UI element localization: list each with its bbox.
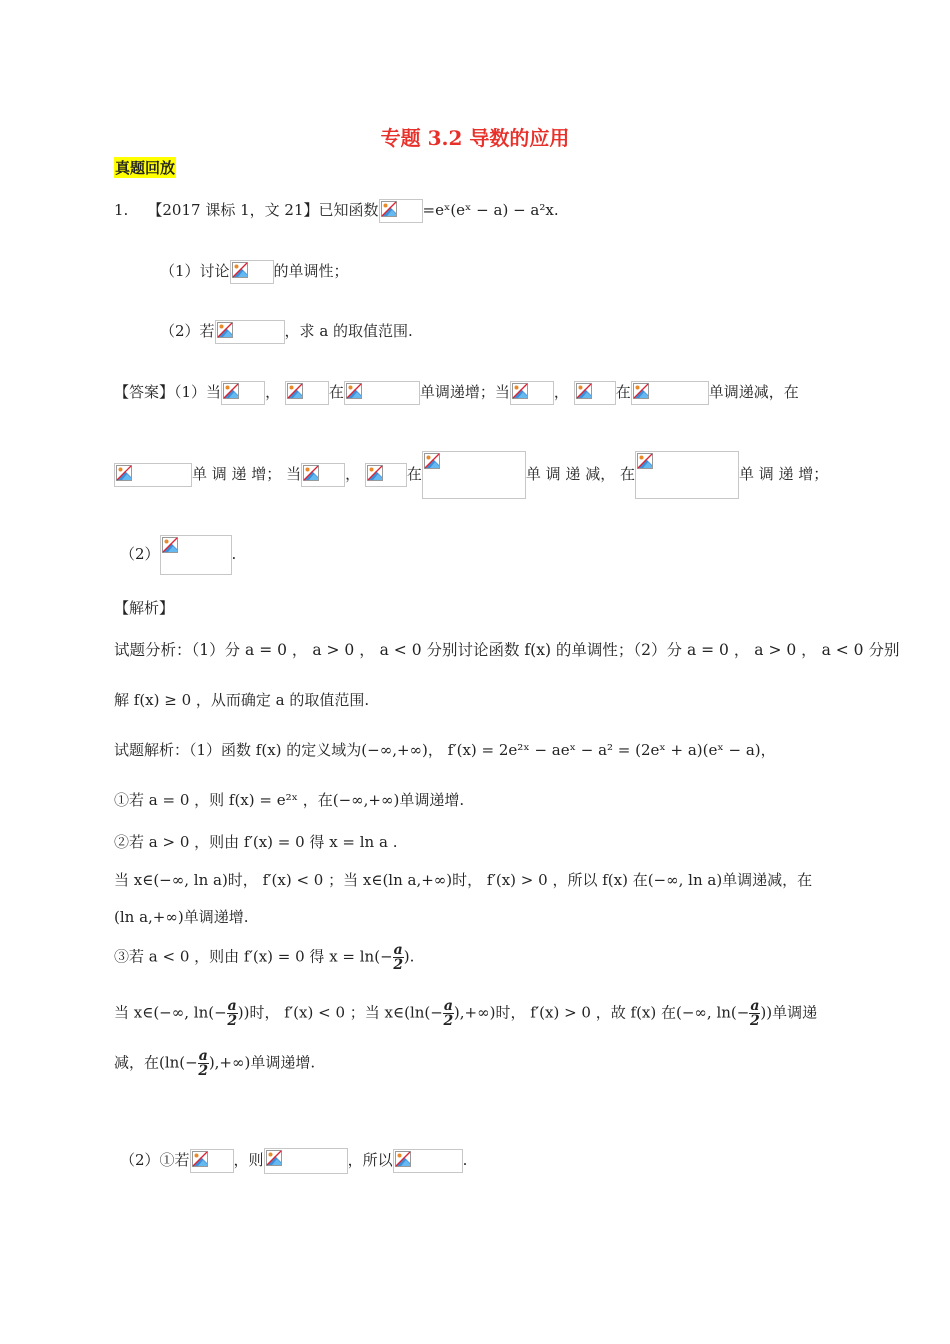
answer-row-1	[114, 380, 799, 405]
solution-text: ),+∞)时， f′(x) > 0 ，故 f(x) 在(−∞, ln(−	[453, 1003, 750, 1022]
broken-image-icon	[367, 465, 383, 481]
answer-text: （1）当	[174, 383, 222, 401]
formula-image-placeholder	[190, 1149, 234, 1173]
fraction-denominator: 2	[198, 1063, 209, 1079]
formula-image-placeholder	[635, 451, 739, 499]
answer-text: 在	[406, 465, 422, 483]
fraction-denominator: 2	[393, 957, 404, 973]
broken-image-icon	[303, 465, 319, 481]
broken-image-icon	[381, 201, 397, 217]
formula-image-placeholder	[285, 381, 329, 405]
fraction-numerator: a	[393, 942, 403, 958]
fraction	[749, 999, 760, 1028]
answer-text: 单 调 递 增； 当	[192, 465, 302, 483]
answer-label: 【答案】	[114, 383, 175, 401]
problem-source: 【2017 课标 1，文 21】	[147, 201, 319, 219]
formula-image-placeholder	[422, 451, 526, 499]
problem-formula: =eˣ(eˣ − a) − a²x.	[422, 201, 559, 219]
formula-image-placeholder	[344, 381, 420, 405]
fraction	[393, 943, 404, 972]
answer-row-3	[120, 535, 236, 575]
solution-text: （2）①若	[120, 1151, 190, 1169]
broken-image-icon	[576, 383, 592, 399]
broken-image-icon	[633, 383, 649, 399]
problem-statement	[114, 198, 559, 223]
solution-paragraph: (ln a,+∞)单调递增.	[114, 908, 249, 926]
formula-image-placeholder	[160, 535, 232, 575]
answer-text: 单 调 递 减， 在	[525, 465, 635, 483]
formula-image-placeholder	[114, 463, 192, 487]
formula-image-placeholder	[574, 381, 616, 405]
formula-image-placeholder	[379, 199, 423, 223]
part-2	[160, 319, 413, 344]
broken-image-icon	[116, 465, 132, 481]
part2-text: ，求 a 的取值范围.	[284, 322, 413, 340]
solution-text: .	[462, 1151, 468, 1169]
broken-image-icon	[266, 1150, 282, 1166]
fraction	[198, 1049, 209, 1078]
solution-paragraph: 当 x∈(−∞, ln a)时， f′(x) < 0 ；当 x∈(ln a,+∞)时， f′(x) > 0 ，所以 f(x) 在(−∞, ln a)单调递减，在	[114, 871, 813, 889]
answer-row-2	[114, 451, 828, 499]
fraction-denominator: 2	[227, 1013, 238, 1029]
solution-case-1: ①若 a = 0 ，则 f(x) = e²ˣ ，在(−∞,+∞)单调递增.	[114, 791, 465, 809]
problem-number: 1.	[114, 201, 129, 219]
part2-text: （2）若	[160, 322, 215, 340]
broken-image-icon	[637, 453, 653, 469]
broken-image-icon	[512, 383, 528, 399]
formula-image-placeholder	[264, 1148, 348, 1174]
solution-text: ))时， f′(x) < 0 ；当 x∈(ln(−	[237, 1003, 443, 1022]
solution-text: ).	[403, 947, 415, 966]
analysis-label: 【解析】	[114, 599, 175, 617]
formula-image-placeholder	[221, 381, 265, 405]
solution-case-2: ②若 a > 0 ，则由 f′(x) = 0 得 x = ln a .	[114, 833, 398, 851]
solution-text: ),+∞)单调递增.	[208, 1053, 316, 1072]
broken-image-icon	[217, 322, 233, 338]
fraction-numerator: a	[198, 1048, 208, 1064]
answer-text: 单 调 递 增；	[738, 465, 829, 483]
part-1	[160, 259, 349, 284]
problem-intro: 已知函数	[318, 201, 379, 219]
fraction	[227, 999, 238, 1028]
answer-text: ，	[553, 383, 569, 401]
solution-paragraph	[114, 999, 817, 1028]
fraction-denominator: 2	[443, 1013, 454, 1029]
solution-text: ，所以	[347, 1151, 393, 1169]
formula-image-placeholder	[215, 320, 285, 344]
formula-image-placeholder	[365, 463, 407, 487]
broken-image-icon	[287, 383, 303, 399]
answer-text: （2）	[120, 545, 160, 563]
answer-text: 单调递增；当	[419, 383, 510, 401]
solution-text: ，则	[233, 1151, 264, 1169]
fraction-numerator: a	[750, 998, 760, 1014]
page-title: 专题 3.2 导数的应用	[380, 126, 570, 150]
solution-part-2	[120, 1148, 467, 1174]
solution-text: ③若 a < 0 ，则由 f′(x) = 0 得 x = ln(−	[114, 947, 393, 966]
answer-text: 单调递减，在	[708, 383, 799, 401]
broken-image-icon	[162, 537, 178, 553]
broken-image-icon	[223, 383, 239, 399]
broken-image-icon	[346, 383, 362, 399]
broken-image-icon	[395, 1151, 411, 1167]
formula-image-placeholder	[301, 463, 345, 487]
analysis-paragraph: 解 f(x) ≥ 0 ，从而确定 a 的取值范围.	[114, 691, 370, 709]
solution-case-3	[114, 943, 414, 972]
answer-text: ，	[345, 465, 361, 483]
part1-text: （1）讨论	[160, 262, 230, 280]
fraction	[443, 999, 454, 1028]
fraction-denominator: 2	[750, 1013, 760, 1029]
part1-text: 的单调性；	[273, 262, 349, 280]
analysis-paragraph: 试题分析：（1）分 a = 0 ， a > 0 ， a < 0 分别讨论函数 f(x) 的单调性；（2）分 a = 0 ， a > 0 ， a < 0 分别	[114, 641, 900, 659]
fraction-numerator: a	[443, 998, 453, 1014]
formula-image-placeholder	[631, 381, 709, 405]
fraction-numerator: a	[227, 998, 237, 1014]
section-label: 真题回放	[115, 159, 176, 177]
solution-text: 减，在(ln(−	[114, 1053, 198, 1072]
formula-image-placeholder	[393, 1149, 463, 1173]
broken-image-icon	[424, 453, 440, 469]
solution-paragraph	[114, 1049, 315, 1078]
answer-text: 在	[615, 383, 631, 401]
formula-image-placeholder	[510, 381, 554, 405]
solution-text: 当 x∈(−∞, ln(−	[114, 1003, 227, 1022]
formula-image-placeholder	[230, 260, 274, 284]
answer-text: 在	[328, 383, 344, 401]
answer-text: .	[231, 545, 237, 563]
broken-image-icon	[192, 1151, 208, 1167]
solution-text: ))单调递	[760, 1003, 818, 1022]
solution-paragraph: 试题解析：（1）函数 f(x) 的定义域为(−∞,+∞)， f′(x) = 2e²ˣ − aeˣ − a² = (2eˣ + a)(eˣ − a)，	[114, 741, 776, 759]
answer-text: ，	[265, 383, 281, 401]
broken-image-icon	[232, 262, 248, 278]
